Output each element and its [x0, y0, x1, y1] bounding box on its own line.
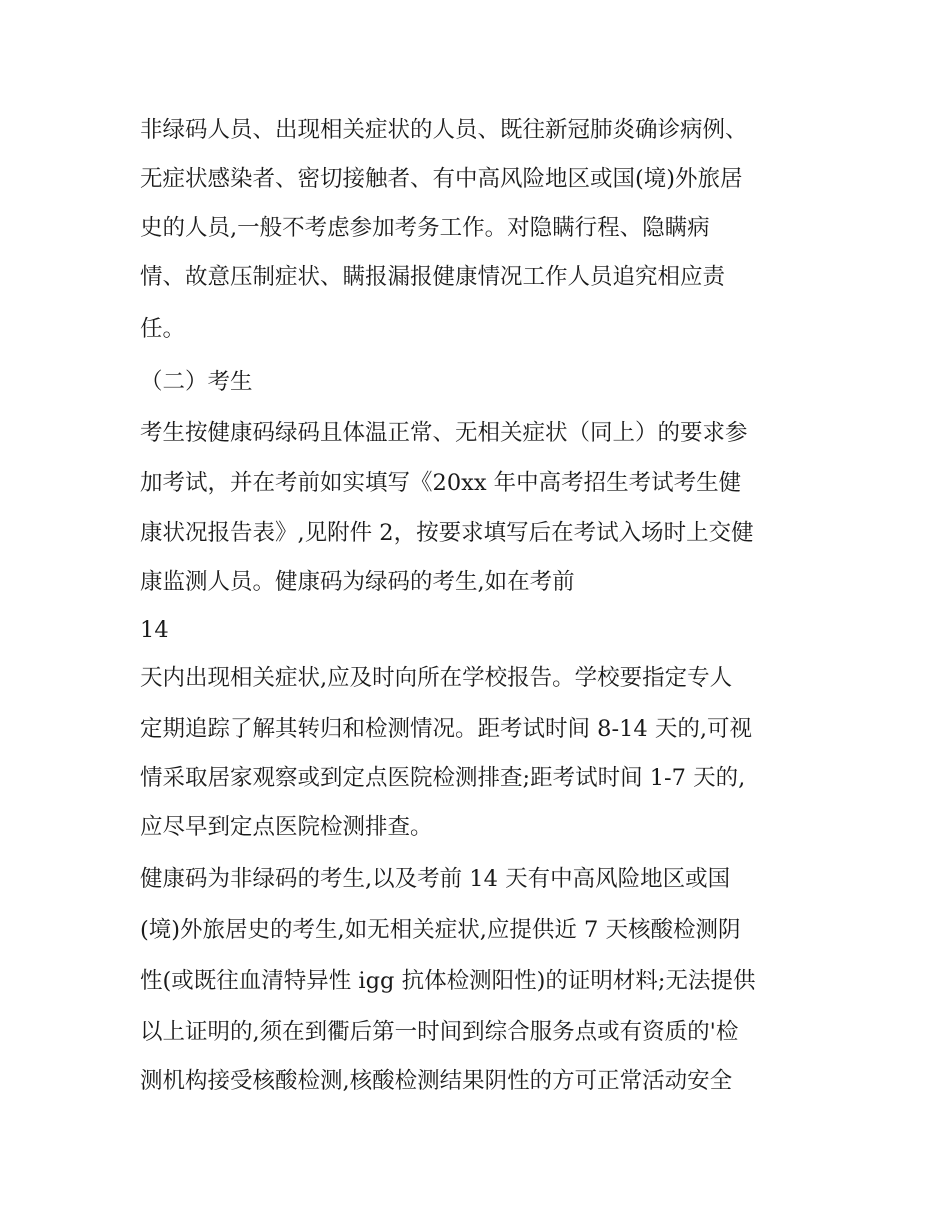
text-line-20: 测机构接受核酸检测,核酸检测结果阴性的方可正常活动安全 — [140, 1068, 733, 1094]
text-line-11: 14 — [140, 617, 169, 643]
text-line-7: 考生按健康码绿码且体温正常、无相关症状（同上）的要求参 — [140, 420, 748, 446]
section-heading: （二）考生 — [140, 369, 253, 395]
text-line-19: 以上证明的,须在到衢后第一时间到综合服务点或有资质的'检 — [140, 1019, 739, 1045]
text-line-16: 健康码为非绿码的考生,以及考前 14 天有中高风险地区或国 — [140, 866, 731, 892]
text-line-5: 任。 — [140, 316, 186, 342]
text-line-13: 定期追踪了解其转归和检测情况。距考试时间 8-14 天的,可视 — [140, 716, 753, 742]
text-line-15: 应尽早到定点医院检测排查。 — [140, 814, 433, 840]
text-line-8: 加考试，并在考前如实填写《20xx 年中高考招生考试考生健 — [140, 470, 742, 496]
text-line-3: 史的人员,一般不考虑参加考务工作。对隐瞒行程、隐瞒病 — [140, 215, 710, 241]
text-line-18: 性(或既往血清特异性 igg 抗体检测阳性)的证明材料;无法提供 — [140, 968, 756, 994]
text-line-2: 无症状感染者、密切接触者、有中高风险地区或国(境)外旅居 — [140, 166, 743, 192]
text-line-17: (境)外旅居史的考生,如无相关症状,应提供近 7 天核酸检测阴 — [140, 917, 741, 943]
text-line-4: 情、故意压制症状、瞒报漏报健康情况工作人员追究相应责 — [140, 264, 726, 290]
text-line-14: 情采取居家观察或到定点医院检测排查;距考试时间 1-7 天的, — [140, 765, 746, 791]
text-line-9: 康状况报告表》,见附件 2，按要求填写后在考试入场时上交健 — [140, 520, 754, 546]
text-line-10: 康监测人员。健康码为绿码的考生,如在考前 — [140, 569, 575, 595]
text-line-12: 天内出现相关症状,应及时向所在学校报告。学校要指定专人 — [140, 665, 733, 691]
text-line-1: 非绿码人员、出现相关症状的人员、既往新冠肺炎确诊病例、 — [140, 117, 748, 143]
